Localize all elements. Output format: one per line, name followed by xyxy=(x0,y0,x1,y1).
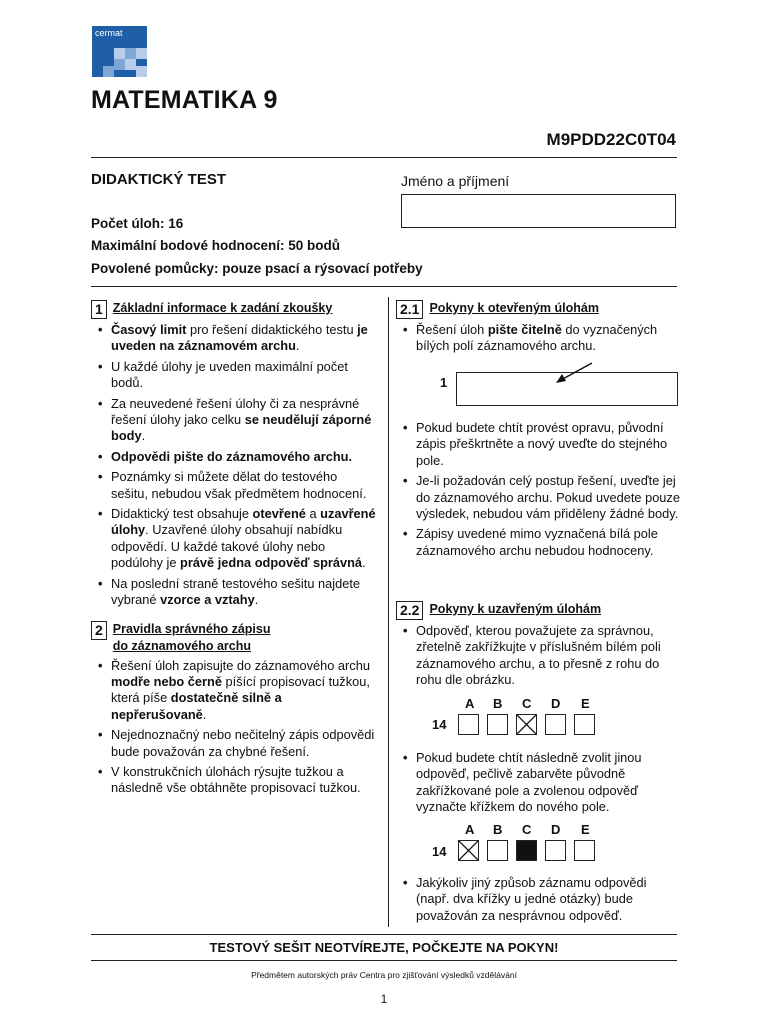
section-2-2-item-2 xyxy=(396,750,681,820)
cross-icon xyxy=(459,841,478,860)
checkbox-c-crossed xyxy=(516,714,537,735)
page-title: MATEMATIKA 9 xyxy=(91,86,278,114)
name-label: Jméno a příjmení xyxy=(401,173,510,189)
section-title: Základní informace k zadání zkoušky xyxy=(112,301,333,315)
section-2-header xyxy=(91,621,376,655)
list-item: • Jakýkoliv jiný způsob záznamu odpovědi (např. dva křížky u jedné otázky) bude považován za nesprávnou odpověď. xyxy=(396,875,681,924)
letter-d: D xyxy=(551,696,561,711)
test-code: M9PDD22C0T04 xyxy=(546,130,676,149)
section-title: Pokyny k otevřeným úlohám xyxy=(429,301,599,315)
checkbox-b xyxy=(487,840,508,861)
section-number: 2.1 xyxy=(396,300,423,319)
list-item: • Poznámky si můžete dělat do testového sešitu, nebudou však předmětem hodnocení. xyxy=(91,469,376,502)
section-1-list xyxy=(91,322,376,609)
list-item: • Odpověď, kterou považujete za správnou, zřetelně zakřížkujte v příslušném bílém poli záznamového archu, a to přesně z rohu do rohu dle obrázku. xyxy=(396,623,681,689)
logo-text: cermat xyxy=(95,28,123,38)
checkbox-c-filled xyxy=(516,840,537,861)
row-number: 14 xyxy=(432,717,447,732)
answer-box-number: 1 xyxy=(440,375,448,390)
cross-icon xyxy=(517,715,536,734)
divider xyxy=(91,157,677,158)
list-item: • Je-li požadován celý postup řešení, uveďte jej do záznamového archu. Pokud uvedete pouze výsledek, nebudou vám přiděleny žádné body. xyxy=(396,473,681,522)
copyright-note: Předmětem autorských práv Centra pro zjišťování výsledků vzdělávání xyxy=(251,970,517,980)
list-item: • U každé úlohy je uveden maximální počet bodů. xyxy=(91,359,376,392)
section-1-header xyxy=(91,300,376,319)
checkbox-a-crossed xyxy=(458,840,479,861)
left-column xyxy=(91,300,376,801)
letter-b: B xyxy=(493,696,503,711)
cermat-logo xyxy=(92,26,147,77)
letter-e: E xyxy=(581,822,590,837)
section-2-1-continued xyxy=(396,420,681,563)
section-2-2-header xyxy=(396,601,681,620)
list-item: • Na poslední straně testového sešitu najdete vybrané vzorce a vztahy. xyxy=(91,576,376,609)
checkbox-e xyxy=(574,840,595,861)
section-2-2-item-3 xyxy=(396,875,681,928)
section-2-1 xyxy=(396,300,681,359)
section-2-1-header xyxy=(396,300,681,319)
section-title: Pravidla správného zápisu xyxy=(112,621,271,636)
arrow-icon xyxy=(552,360,597,386)
allowed-tools: Povolené pomůcky: pouze psací a rýsovací potřeby xyxy=(91,261,423,276)
checkbox-d xyxy=(545,840,566,861)
letter-d: D xyxy=(551,822,561,837)
list-item: • Časový limit pro řešení didaktického testu je uveden na záznamovém archu. xyxy=(91,322,376,355)
list-item: • Didaktický test obsahuje otevřené a uzavřené úlohy. Uzavřené úlohy obsahují nabídku odpovědí. U každé takové úlohy nebo podúlohy je právě jedna odpověď správná. xyxy=(91,506,376,572)
section-title: Pokyny k uzavřeným úlohám xyxy=(429,602,602,616)
section-number: 2 xyxy=(91,621,107,640)
letter-a: A xyxy=(465,822,475,837)
list-item: • Pokud budete chtít provést opravu, původní zápis přeškrtněte a nový uveďte do stejného pole. xyxy=(396,420,681,469)
checkbox-e xyxy=(574,714,595,735)
footer-warning: TESTOVÝ SEŠIT NEOTVÍREJTE, POČKEJTE NA POKYN! xyxy=(209,940,559,955)
name-field[interactable] xyxy=(401,194,676,228)
column-divider xyxy=(388,297,389,927)
section-number: 1 xyxy=(91,300,107,319)
divider xyxy=(91,286,677,287)
list-item: • V konstrukčních úlohách rýsujte tužkou a následně vše obtáhněte propisovací tužkou. xyxy=(91,764,376,797)
divider xyxy=(91,960,677,961)
row-number: 14 xyxy=(432,844,447,859)
task-count: Počet úloh: 16 xyxy=(91,216,184,231)
letter-a: A xyxy=(465,696,475,711)
checkbox-d xyxy=(545,714,566,735)
checkbox-a xyxy=(458,714,479,735)
letter-e: E xyxy=(581,696,590,711)
max-points: Maximální bodové hodnocení: 50 bodů xyxy=(91,238,341,253)
section-title-line-2: do záznamového archu xyxy=(112,638,252,653)
list-item: • Řešení úloh zapisujte do záznamového archu modře nebo černě píšící propisovací tužkou, která píše dostatečně silně a nepřerušovaně. xyxy=(91,658,376,724)
letter-c: C xyxy=(522,822,532,837)
letter-c: C xyxy=(522,696,532,711)
divider xyxy=(91,934,677,935)
section-2-list xyxy=(91,658,376,797)
section-2-2 xyxy=(396,601,681,693)
list-item: • Odpovědi pište do záznamového archu. xyxy=(91,449,376,465)
list-item: • Nejednoznačný nebo nečitelný zápis odpovědi bude považován za chybné řešení. xyxy=(91,727,376,760)
letter-b: B xyxy=(493,822,503,837)
list-item: • Řešení úloh pište čitelně do vyznačených bílých polí záznamového archu. xyxy=(396,322,681,355)
page-number: 1 xyxy=(380,992,388,1006)
list-item: • Za neuvedené řešení úlohy či za nesprávné řešení úlohy jako celku se neudělují záporné body. xyxy=(91,396,376,445)
list-item: • Zápisy uvedené mimo vyznačená bílá pole záznamového archu nebudou hodnoceny. xyxy=(396,526,681,559)
test-type: DIDAKTICKÝ TEST xyxy=(91,171,226,188)
list-item: • Pokud budete chtít následně zvolit jinou odpověď, pečlivě zabarvěte původně zakřížkované pole a zvolenou odpověď vyznačte křížkem do nového pole. xyxy=(396,750,681,816)
checkbox-b xyxy=(487,714,508,735)
section-number: 2.2 xyxy=(396,601,423,620)
